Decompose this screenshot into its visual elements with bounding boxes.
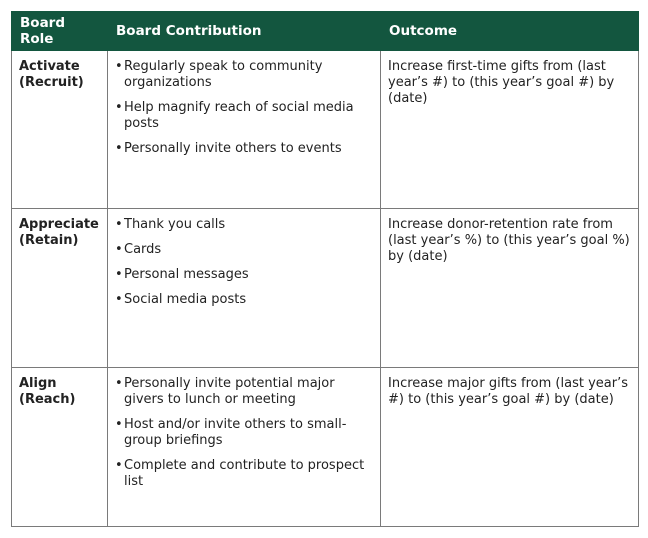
list-item: • Help magnify reach of social media posts [115,100,373,132]
header-board-contribution: Board Contribution [108,12,381,51]
list-item: • Personally invite potential major givers to lunch or meeting [115,376,373,408]
list-item: • Thank you calls [115,217,373,233]
role-subtitle: (Retain) [19,233,79,248]
role-cell [12,51,108,209]
contribution-list [115,217,373,308]
contribution-list [115,376,373,490]
role-cell [12,368,108,527]
outcome-cell: Increase donor-retention rate from (last year’s %) to (this year’s goal %) by (date) [381,209,639,368]
role-name: Activate [19,59,80,74]
header-row [12,12,639,51]
list-item: • Host and/or invite others to small-group briefings [115,417,373,449]
contribution-cell [108,368,381,527]
list-item: • Personally invite others to events [115,141,373,157]
table-row [12,51,639,209]
role-subtitle: (Recruit) [19,75,84,90]
list-item: • Personal messages [115,267,373,283]
list-item: • Cards [115,242,373,258]
outcome-cell: Increase major gifts from (last year’s #) to (this year’s goal #) by (date) [381,368,639,527]
board-roles-table [11,11,639,527]
contribution-cell [108,51,381,209]
role-name: Appreciate [19,217,99,232]
list-item: • Social media posts [115,292,373,308]
contribution-list [115,59,373,157]
header-outcome: Outcome [381,12,639,51]
list-item: • Regularly speak to community organizations [115,59,373,91]
table-row [12,368,639,527]
role-subtitle: (Reach) [19,392,76,407]
role-cell [12,209,108,368]
contribution-cell [108,209,381,368]
role-name: Align [19,376,57,391]
header-board-role: Board Role [12,12,108,51]
table-row [12,209,639,368]
list-item: • Complete and contribute to prospect list [115,458,373,490]
outcome-cell: Increase first-time gifts from (last year’s #) to (this year’s goal #) by (date) [381,51,639,209]
